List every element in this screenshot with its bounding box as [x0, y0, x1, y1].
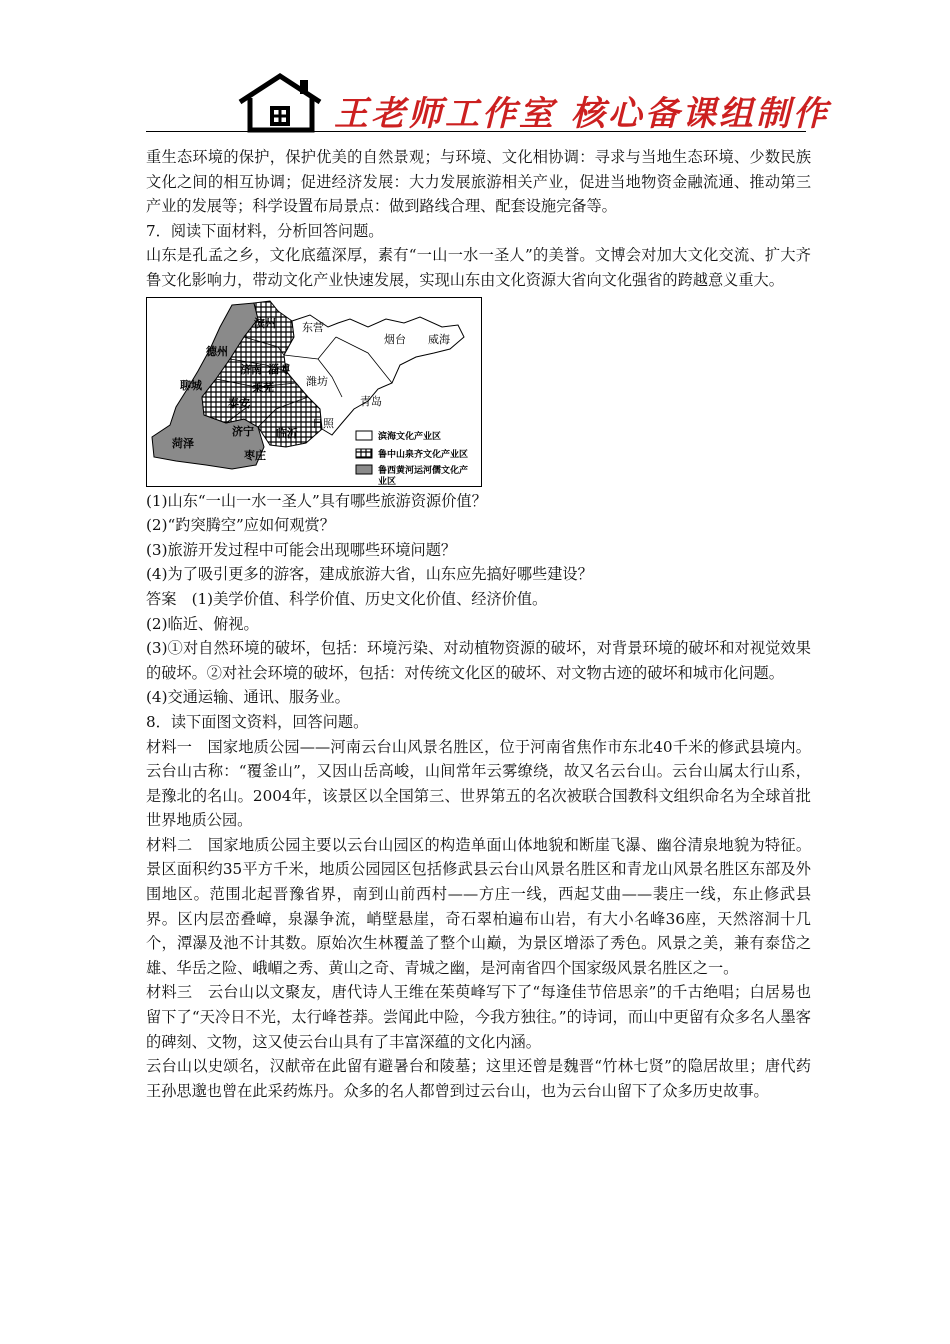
- question-7-1: (1)山东“一山一水一圣人”具有哪些旅游资源价值？: [146, 491, 487, 510]
- answer-7-3: (3)①对自然环境的破坏，包括：环境污染、对动植物资源的破坏，对背景环境的破坏和对视觉效果的破坏。②对社会环境的破坏，包括：对传统文化区的破坏、对文物古迹的破坏和城市化问题。: [146, 639, 811, 682]
- city-taian: 泰安: [228, 396, 250, 410]
- page-header: [0, 0, 950, 135]
- question-7-material: 山东是孔孟之乡，文化底蕴深厚，素有“一山一水一圣人”的美誉。文博会对加大文化交流、扩大齐鲁文化影响力，带动文化产业快速发展，实现山东由文化资源大省向文化强省的跨越意义重大。: [146, 246, 811, 289]
- city-dongying: 东营: [302, 320, 324, 334]
- city-zaozhuang: 枣庄: [244, 448, 266, 462]
- city-dezhou: 德州: [206, 344, 228, 358]
- city-jining: 济宁: [232, 424, 254, 438]
- material-3-continued: 云台山以史颂名，汉献帝在此留有避暑台和陵墓；这里还曾是魏晋“竹林七贤”的隐居故里；唐代药王孙思邈也曾在此采药炼丹。众多的名人都曾到过云台山，也为云台山留下了众多历史故事。: [146, 1057, 811, 1100]
- city-weihai: 威海: [428, 332, 450, 346]
- legend-luzhong: 鲁中山泉齐文化产业区: [378, 449, 469, 460]
- material-1: 材料一 国家地质公园——河南云台山风景名胜区，位于河南省焦作市东北40千米的修武县境内。云台山古称：“覆釜山”，又因山岳高峻，山间常年云雾缭绕，故又名云台山。云台山属太行山系，是豫北的名山。2004年，该景区以全国第三、世界第五的名次被联合国教科文组织命名为全球首批世界地质公园。: [146, 737, 811, 830]
- shandong-map: [146, 297, 482, 487]
- legend-swatch-binhai: [356, 431, 372, 440]
- city-weifang: 潍坊: [306, 374, 328, 388]
- material-3: 材料三 云台山以文聚友，唐代诗人王维在茱萸峰写下了“每逢佳节倍思亲”的千古绝唱；白居易也留下了“天冷日不光，太行峰苍莽。尝闻此中险，今我方独往。”的诗词，而山中更留有众多名人墨客的碑刻、文物，这又使云台山具有了丰富深蕴的文化内涵。: [146, 983, 811, 1051]
- document-body: [146, 145, 811, 1103]
- city-heze: 菏泽: [172, 436, 194, 450]
- city-jinan: 济南: [240, 362, 262, 376]
- city-yantai: 烟台: [384, 332, 406, 346]
- city-qingdao: 青岛: [360, 394, 382, 408]
- question-7-3: (3)旅游开发过程中可能会出现哪些环境问题？: [146, 540, 457, 559]
- brand-title: 王老师工作室 核心备课组制作: [334, 94, 830, 134]
- city-zibo: 淄博: [268, 362, 290, 376]
- legend-binhai: 滨海文化产业区: [378, 431, 442, 442]
- question-7-4: (4)为了吸引更多的游客，建成旅游大省，山东应先搞好哪些建设？: [146, 565, 593, 584]
- city-liaocheng: 聊城: [180, 378, 202, 392]
- legend-luxi-line2: 业区: [378, 476, 397, 487]
- city-linyi: 临沂: [276, 426, 298, 440]
- material-2: 材料二 国家地质公园主要以云台山园区的构造单面山体地貌和断崖飞瀑、幽谷清泉地貌为特征。景区面积约35平方千米，地质公园园区包括修武县云台山风景名胜区和青龙山风景名胜区东部及外围地区。范围北起晋豫省界，南到山前西村——方庄一线，西起艾曲——裴庄一线，东止修武县界。区内层峦叠嶂，泉瀑争流，峭壁悬崖，奇石翠柏遍布山岩，有大小名峰36座，天然溶洞十几个，潭瀑及池不计其数。原始次生林覆盖了整个山巅，为景区增添了秀色。风景之美，兼有泰岱之雄、华岳之险、峨嵋之秀、黄山之奇、青城之幽，是河南省四个国家级风景名胜区之一。: [146, 835, 811, 977]
- paragraph-intro: 重生态环境的保护，保护优美的自然景观；与环境、文化相协调：寻求与当地生态环境、少数民族文化之间的相互协调；促进经济发展：大力发展旅游相关产业，促进当地物资金融流通、推动第三产业的发展等；科学设置布局景点：做到路线合理、配套设施完备等。: [146, 148, 811, 216]
- legend-luxi-line1: 鲁西黄河运河儒文化产: [378, 465, 469, 476]
- city-rizhao: 日照: [312, 416, 334, 430]
- answer-7-4: (4)交通运输、通讯、服务业。: [146, 688, 350, 707]
- answer-7-1: 答案 (1)美学价值、科学价值、历史文化价值、经济价值。: [146, 589, 548, 608]
- house-icon: [236, 72, 326, 134]
- city-binzhou: 滨州: [254, 316, 276, 330]
- answer-7-2: (2)临近、俯视。: [146, 614, 259, 633]
- legend-swatch-luxi: [356, 465, 372, 474]
- city-laiwu: 莱芜: [252, 380, 274, 394]
- question-7-2: (2)“趵突腾空”应如何观赏？: [146, 516, 335, 535]
- question-7: 7．阅读下面材料，分析回答问题。: [146, 221, 384, 240]
- legend-swatch-luzhong: [356, 449, 372, 458]
- question-8: 8．读下面图文资料，回答问题。: [146, 712, 369, 731]
- header-rule: [146, 131, 806, 132]
